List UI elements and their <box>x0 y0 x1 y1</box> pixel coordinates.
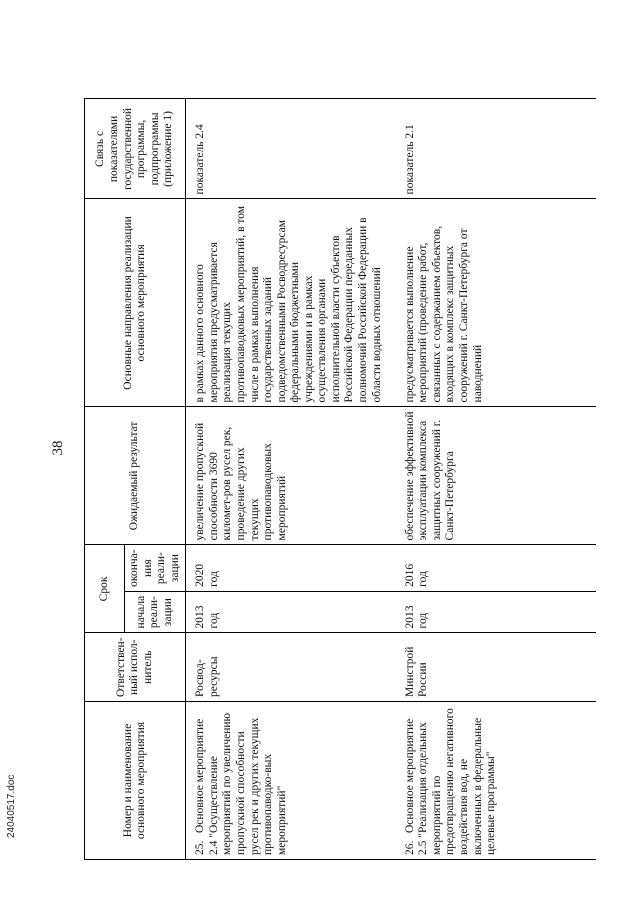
header-number-name: Номер и наименование основного мероприятия <box>85 702 186 860</box>
row-start: 2013 год <box>396 591 596 633</box>
row-name: Основное мероприятие 2.4 "Осуществление мероприятий по увеличению пропускной способности русел рек и других текущих противопаводко-вых мероприятий" <box>194 712 288 855</box>
header-executor: Ответствен-ный испол-нитель <box>85 633 186 702</box>
row-name: Основное мероприятие 2.5 "Реализация отдельных мероприятий по предотвращению негативного воздействия вод, не включенных в федеральные целевые программы" <box>403 708 498 855</box>
row-result: обеспечение эффективной эксплуатации комплекса защитных сооружений г. Санкт-Петербурга <box>396 407 596 545</box>
header-link: Связь с показателями государственной программы, подпрограммы (приложение 1) <box>85 99 186 199</box>
measures-table <box>84 98 596 860</box>
row-link: показатель 2.1 <box>396 99 596 199</box>
row-end: 2020 год <box>186 545 396 591</box>
row-end: 2016 год <box>396 545 596 591</box>
row-number: 25. <box>194 840 207 855</box>
header-result: Ожидаемый результат <box>85 407 186 545</box>
header-srok: Срок <box>85 545 125 633</box>
row-directions: предусматривается выполнение мероприятий (проведение работ, связанных с содержанием объектов, входящих в комплекс защитных сооружений г. Санкт-Петербурга от наводнений <box>396 199 596 407</box>
table-row <box>186 99 396 860</box>
rotated-page <box>50 40 590 860</box>
header-directions: Основные направления реализации основного мероприятия <box>85 199 186 407</box>
file-id: 24040517.doc <box>6 774 17 838</box>
row-name-cell <box>186 702 396 860</box>
row-number: 26. <box>403 840 416 855</box>
header-row-1 <box>85 99 125 860</box>
row-executor: Росвод-ресурсы <box>186 633 396 702</box>
row-start: 2013 год <box>186 591 396 633</box>
row-result: увеличение пропускной способности 3690 километ-ров русел рек, проведение других текущих противопаводковых мероприятий <box>186 407 396 545</box>
row-directions: в рамках данного основного мероприятия предусматривается реализация текущих противопаводковых мероприятий, в том числе в рамках выполнения государственных заданий подведомственными Росводресурсам федеральными бюджетными учреждениями и в рамках осуществления органами исполнительной власти субъектов Российской Федерации переданных полномочий Российской Федерации в области водных отношений <box>186 199 396 407</box>
row-name-cell <box>396 702 596 860</box>
header-end: оконча-ния реали-зации <box>125 545 186 591</box>
row-executor: Минстрой России <box>396 633 596 702</box>
row-link: показатель 2.4 <box>186 99 396 199</box>
page-number: 38 <box>50 440 66 456</box>
table-row <box>396 99 596 860</box>
header-start: начала реали-зации <box>125 591 186 633</box>
